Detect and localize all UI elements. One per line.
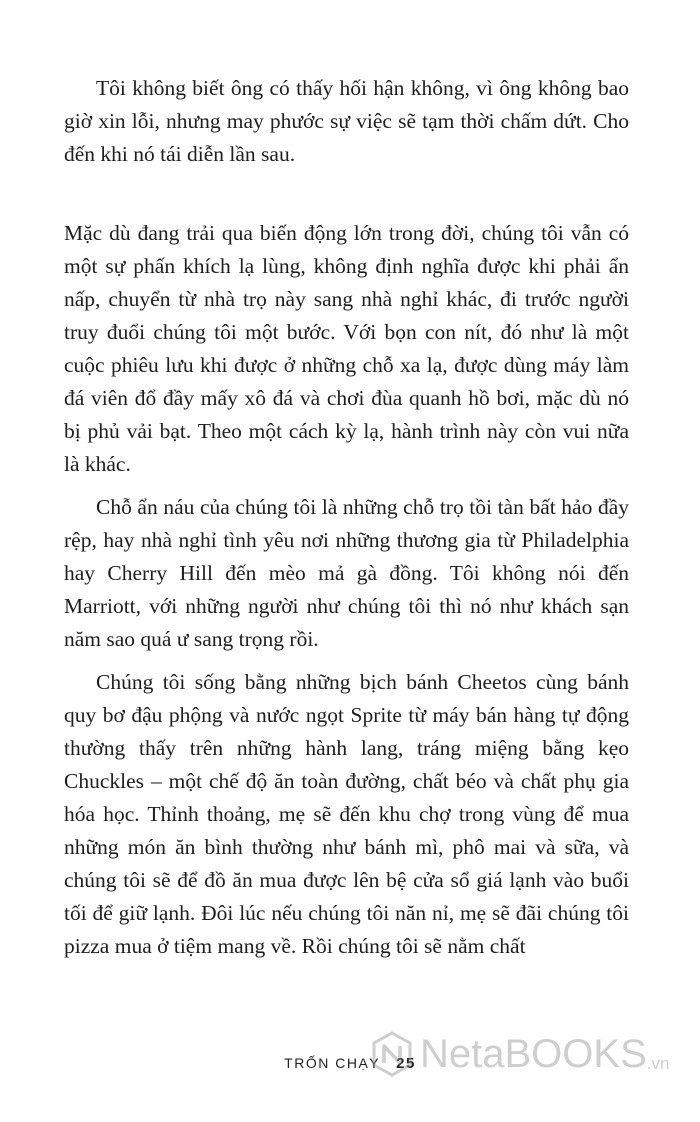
paragraph-1: Tôi không biết ông có thấy hối hận không, vì ông không bao giờ xin lỗi, nhưng may phước sự việc sẽ tạm thời chấm dứt. Cho đến khi nó tái diễn lần sau.	[64, 76, 629, 166]
watermark-suffix: .vn	[646, 1054, 670, 1073]
watermark	[368, 1030, 669, 1078]
watermark-brand: NetaBOOKS	[420, 1032, 647, 1076]
running-title: TRỐN CHẠY	[284, 1055, 381, 1071]
paragraph-3: Chỗ ẩn náu của chúng tôi là những chỗ trọ tồi tàn bất hảo đầy rệp, hay nhà nghỉ tình yêu nơi những thương gia từ Philadelphia hay Cherry Hill đến mèo mả gà đồng. Tôi không nói đến Marriott, với những người như chúng tôi thì nó như khách sạn năm sao quá ư sang trọng rồi.	[64, 495, 629, 651]
neta-logo-icon	[368, 1030, 416, 1078]
book-page-body	[64, 72, 629, 973]
page-number: 25	[396, 1055, 416, 1072]
paragraph-4: Chúng tôi sống bằng những bịch bánh Cheetos cùng bánh quy bơ đậu phộng và nước ngọt Sprite từ máy bán hàng tự động thường thấy trên những hành lang, tráng miệng bằng kẹo Chuckles – một chế độ ăn toàn đường, chất béo và chất phụ gia hóa học. Thỉnh thoảng, mẹ sẽ đến khu chợ trong vùng để mua những món ăn bình thường như bánh mì, phô mai và sữa, và chúng tôi sẽ để đồ ăn mua được lên bệ cửa sổ giá lạnh vào buổi tối để giữ lạnh. Đôi lúc nếu chúng tôi năn nỉ, mẹ sẽ đãi chúng tôi pizza mua ở tiệm mang về. Rồi chúng tôi sẽ nằm chất	[64, 670, 629, 958]
paragraph-2: Mặc dù đang trải qua biến động lớn trong đời, chúng tôi vẫn có một sự phấn khích lạ lùng, không định nghĩa được khi phải ẩn nấp, chuyển từ nhà trọ này sang nhà nghỉ khác, đi trước người truy đuổi chúng tôi một bước. Với bọn con nít, đó như là một cuộc phiêu lưu khi được ở những chỗ xa lạ, được dùng máy làm đá viên đổ đầy mấy xô đá và chơi đùa quanh hồ bơi, mặc dù nó bị phủ vải bạt. Theo một cách kỳ lạ, hành trình này còn vui nữa là khác.	[64, 221, 629, 476]
